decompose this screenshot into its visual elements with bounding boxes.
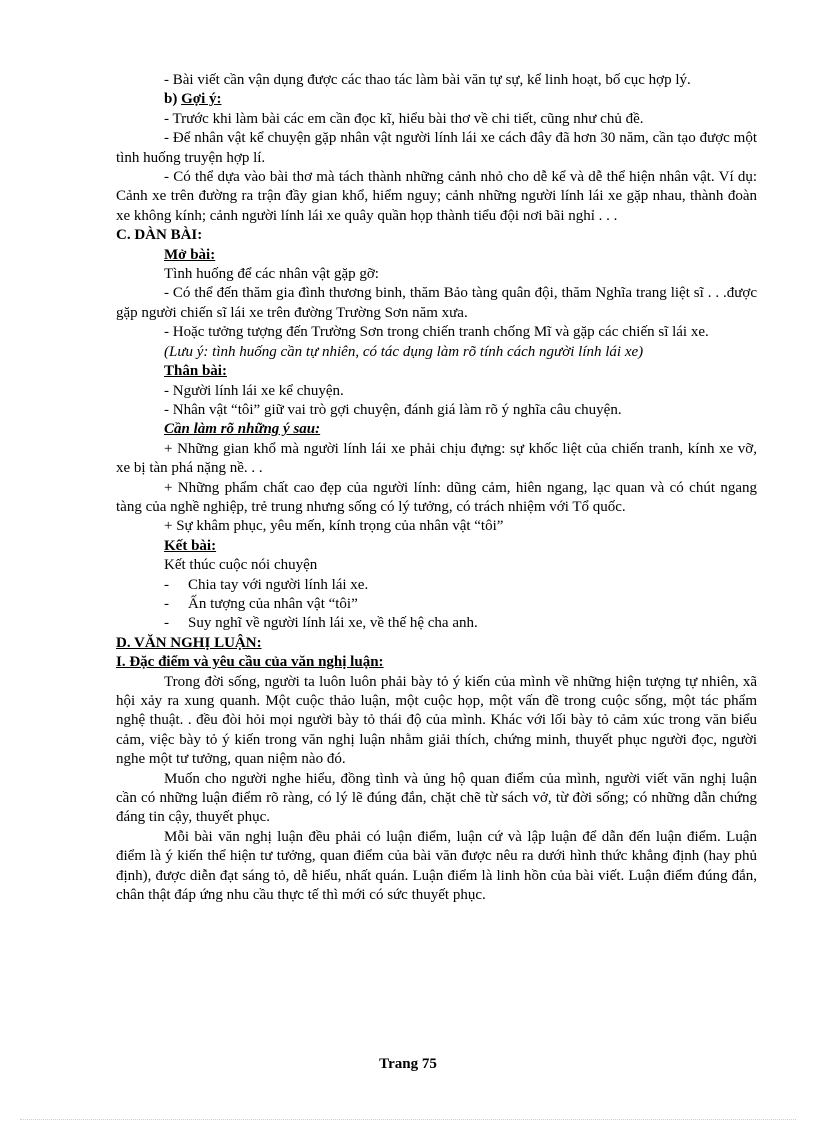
- document-body: [116, 71, 757, 905]
- section-c-heading: C. DÀN BÀI:: [116, 227, 203, 244]
- list-dash: -: [164, 595, 169, 612]
- body-paragraph: Mỗi bài văn nghị luận đều phải có luận điểm, luận cứ và lập luận để dẫn đến luận điểm. Luận điểm là ý kiến thể hiện tư tưởng, quan điểm của bài văn được nêu ra dưới hình thức khẳng định (hay phủ định), được diễn đạt sáng tỏ, dễ hiểu, nhất quán. Luận điểm là linh hồn của bài viết. Luận điểm đúng đắn, chân thật đáp ứng nhu cầu thực tế thì mới có sức thuyết phục.: [116, 828, 757, 904]
- than-bai-title: Thân bài:: [164, 363, 227, 380]
- body-paragraph: Muốn cho người nghe hiểu, đồng tình và ủng hộ quan điểm của mình, người viết văn nghị luận cần có những luận điểm rõ ràng, có lý lẽ đúng đắn, chặt chẽ từ sách vở, từ đời sống; có những dẫn chứng đáng tin cậy, thuyết phục.: [116, 770, 757, 826]
- mo-bai-title: Mở bài:: [164, 246, 216, 263]
- body-paragraph: Trong đời sống, người ta luôn luôn phải bày tỏ ý kiến của mình về những hiện tượng tự nhiên, xã hội xảy ra xung quanh. Một cuộc thảo luận, một cuộc họp, một vấn đề trong cuộc sống, một tác phẩm nghệ thuật. . đều đòi hỏi mọi người bày tỏ thái độ của mình. Khác với lối bày tỏ cảm xúc trong văn biểu cảm, việc bày tỏ ý kiến trong văn nghị luận nhằm giải thích, chứng minh, thuyết phục người đọc, người nghe một tư tưởng, quan niệm nào đó.: [116, 673, 757, 768]
- section-d-subheading: I. Đặc điểm và yêu cầu của văn nghị luận:: [116, 654, 384, 671]
- mo-bai-item: - Có thể đến thăm gia đình thương binh, thăm Bảo tàng quân đội, thăm Nghĩa trang liệt sĩ . . .được gặp người chiến sĩ lái xe trên đường Trường Sơn năm xưa.: [116, 285, 757, 321]
- section-b-intro: - Bài viết cần vận dụng được các thao tác làm bài văn tự sự, kể linh hoạt, bố cục hợp lý.: [164, 72, 691, 88]
- ket-bai-item: - Ấn tượng của nhân vật “tôi”: [116, 595, 757, 614]
- mo-bai-intro: Tình huống để các nhân vật gặp gỡ:: [164, 266, 379, 283]
- section-d-heading: D. VĂN NGHỊ LUẬN:: [116, 634, 262, 651]
- goi-y-title: Gợi ý:: [181, 91, 222, 108]
- ket-bai-intro: Kết thúc cuộc nói chuyện: [164, 557, 318, 574]
- goi-y-label: b): [164, 91, 182, 108]
- mo-bai-note: (Lưu ý: tình huống cần tự nhiên, có tác dụng làm rõ tính cách người lính lái xe): [164, 343, 644, 360]
- list-dash: -: [164, 576, 169, 593]
- goi-y-heading: [116, 90, 757, 109]
- ket-bai-item: - Chia tay với người lính lái xe.: [116, 576, 757, 595]
- than-bai-point: + Những gian khổ mà người lính lái xe phải chịu đựng: sự khốc liệt của chiến tranh, kính xe vỡ, xe bị tàn phá nặng nề. . .: [116, 440, 757, 477]
- list-dash: -: [164, 615, 169, 632]
- tip-paragraph: - Trước khi làm bài các em cần đọc kĩ, hiểu bài thơ về chi tiết, cũng như chủ đề.: [164, 110, 644, 127]
- than-bai-point: + Sự khâm phục, yêu mến, kính trọng của nhân vật “tôi”: [164, 518, 504, 535]
- tip-paragraph: - Để nhân vật kể chuyện gặp nhân vật người lính lái xe cách đây đã hơn 30 năm, cần tạo được một tình huống truyện hợp lí.: [116, 130, 757, 166]
- than-bai-item: - Người lính lái xe kể chuyện.: [164, 382, 344, 399]
- page-number: Trang 75: [379, 1056, 437, 1072]
- ket-bai-item: - Suy nghĩ về người lính lái xe, về thế hệ cha anh.: [116, 614, 757, 633]
- than-bai-point: + Những phẩm chất cao đẹp của người lính: dũng cảm, hiên ngang, lạc quan và có chút ngang tàng của nghề nghiệp, trẻ trung nhưng sống có lý tưởng, có trách nhiệm với Tổ quốc.: [116, 479, 757, 515]
- tip-paragraph: - Có thể dựa vào bài thơ mà tách thành những cảnh nhỏ cho dễ kể và dễ thể hiện nhân vật. Ví dụ: Cảnh xe trên đường ra trận đầy gian khổ, hiểm nguy; cảnh những người lính lái xe gặp nhau, thành đoàn xe không kính; cảnh người lính lái xe quây quần họp thành tiểu đội nơi bãi nghỉ . . .: [116, 169, 757, 224]
- than-bai-item: - Nhân vật “tôi” giữ vai trò gợi chuyện, đánh giá làm rõ ý nghĩa câu chuyện.: [164, 401, 622, 418]
- than-bai-subtitle: Cần làm rõ những ý sau:: [164, 421, 321, 438]
- ket-bai-title: Kết bài:: [164, 537, 217, 554]
- mo-bai-item: - Hoặc tưởng tượng đến Trường Sơn trong chiến tranh chống Mĩ và gặp các chiến sĩ lái xe.: [164, 324, 709, 341]
- page-divider: [20, 1119, 796, 1120]
